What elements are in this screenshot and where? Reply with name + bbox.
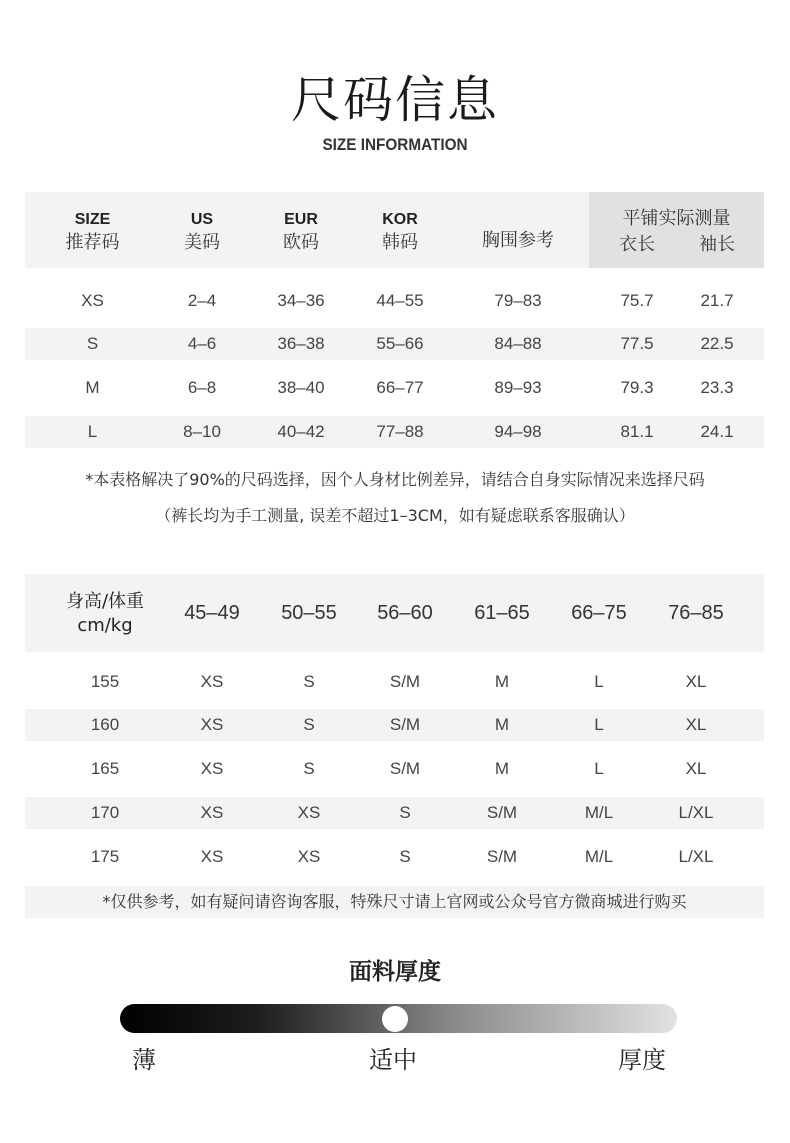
- table-cell: M/L: [584, 803, 614, 822]
- table-cell: 40–42: [277, 422, 325, 441]
- table-cell: 160: [90, 715, 120, 734]
- table-cell: 8–10: [183, 422, 221, 441]
- size-table: [25, 192, 764, 441]
- col-header-zh: 推荐码: [65, 232, 120, 253]
- table-cell: 44–55: [376, 291, 424, 310]
- measure-group-title: 平铺实际测量: [622, 208, 731, 229]
- table-cell: 89–93: [494, 378, 542, 397]
- col-header-zh: 韩码: [382, 232, 418, 253]
- table-cell: L: [87, 422, 98, 441]
- recommend-table-header: [25, 574, 764, 652]
- table-cell: S/M: [486, 847, 518, 866]
- table-cell: L: [594, 715, 604, 734]
- col-header-en: EUR: [284, 211, 318, 228]
- table-cell: 94–98: [494, 422, 542, 441]
- table-cell: 84–88: [494, 334, 542, 353]
- col-header-zh: 胸围参考: [482, 230, 554, 251]
- table-cell: 22.5: [700, 334, 734, 353]
- table-row: [25, 797, 764, 829]
- table-row: [25, 841, 764, 873]
- row-header-line1: 身高/体重: [65, 591, 145, 612]
- table-cell: 55–66: [376, 334, 424, 353]
- col-header-bust: [463, 228, 573, 254]
- table-cell: XS: [200, 847, 224, 866]
- table-cell: 77.5: [620, 334, 654, 353]
- page-subtitle: SIZE INFORMATION: [322, 135, 468, 154]
- table-cell: 75.7: [620, 291, 654, 310]
- measure-sub-sleeve: 袖长: [699, 234, 735, 255]
- table-row: [25, 285, 764, 317]
- table-cell: XL: [685, 672, 707, 691]
- weight-header: 56–60: [377, 602, 433, 624]
- table-cell: S/M: [389, 672, 421, 691]
- table-cell: 24.1: [700, 422, 734, 441]
- table-cell: 6–8: [187, 378, 217, 397]
- table-cell: 175: [90, 847, 120, 866]
- table-cell: S: [303, 715, 315, 734]
- table-cell: 77–88: [376, 422, 424, 441]
- page-title: 尺码信息: [291, 71, 499, 129]
- measure-sub-length: 衣长: [619, 234, 655, 255]
- row-header-line2: cm/kg: [77, 615, 133, 636]
- table-row: [25, 328, 764, 360]
- weight-header: 66–75: [571, 602, 627, 624]
- table-cell: L/XL: [678, 847, 714, 866]
- thickness-level-thick: 厚度: [618, 1046, 666, 1074]
- table-row: [25, 709, 764, 741]
- weight-header: 76–85: [668, 602, 724, 624]
- table-cell: XS: [200, 672, 224, 691]
- thickness-indicator-knob: [382, 1006, 408, 1032]
- col-header-eur: [261, 210, 341, 256]
- col-header-en: SIZE: [74, 211, 111, 228]
- recommend-table: [25, 574, 764, 866]
- col-header-size: [40, 210, 145, 256]
- table-cell: M: [494, 672, 510, 691]
- col-header-us: [162, 210, 242, 256]
- table-cell: S: [86, 334, 99, 353]
- table-cell: XS: [200, 715, 224, 734]
- col-header-en: KOR: [382, 211, 418, 228]
- thickness-level-medium: 适中: [369, 1046, 417, 1074]
- table-cell: S: [399, 847, 411, 866]
- table-cell: XL: [685, 715, 707, 734]
- size-table-header: [25, 192, 764, 268]
- table-cell: XS: [200, 759, 224, 778]
- table-cell: 34–36: [277, 291, 325, 310]
- table-cell: S/M: [389, 715, 421, 734]
- table-cell: XS: [297, 803, 321, 822]
- table-cell: 2–4: [187, 291, 217, 310]
- thickness-level-thin: 薄: [132, 1046, 156, 1074]
- table-cell: L/XL: [678, 803, 714, 822]
- table-cell: L: [594, 759, 604, 778]
- table-cell: M: [494, 759, 510, 778]
- table-cell: 38–40: [277, 378, 325, 397]
- table-cell: 23.3: [700, 378, 734, 397]
- table-row: [25, 372, 764, 404]
- weight-header: 61–65: [474, 602, 530, 624]
- weight-header: 50–55: [281, 602, 337, 624]
- table-cell: 66–77: [376, 378, 424, 397]
- weight-header: 45–49: [184, 602, 240, 624]
- col-header-zh: 美码: [184, 232, 220, 253]
- col-header-en: US: [190, 211, 214, 228]
- col-header-kor: [360, 210, 440, 256]
- table-cell: S/M: [486, 803, 518, 822]
- table-cell: 21.7: [700, 291, 734, 310]
- size-table-note: *本表格解决了90%的尺码选择，因个人身材比例差异，请结合自身实际情况来选择尺码: [85, 470, 705, 489]
- table-cell: M/L: [584, 847, 614, 866]
- table-cell: S: [399, 803, 411, 822]
- table-cell: 79–83: [494, 291, 542, 310]
- table-cell: XS: [81, 291, 104, 310]
- row-header-label: [50, 590, 160, 638]
- table-cell: 170: [90, 803, 120, 822]
- table-cell: M: [494, 715, 510, 734]
- table-cell: L: [594, 672, 604, 691]
- col-header-zh: 欧码: [283, 232, 319, 253]
- table-cell: S/M: [389, 759, 421, 778]
- table-cell: XS: [297, 847, 321, 866]
- table-cell: 155: [90, 672, 120, 691]
- table-cell: 36–38: [277, 334, 325, 353]
- table-cell: 4–6: [187, 334, 217, 353]
- table-cell: S: [303, 759, 315, 778]
- table-cell: M: [85, 378, 100, 397]
- fabric-thickness-title: 面料厚度: [349, 959, 441, 985]
- table-cell: 81.1: [620, 422, 654, 441]
- recommend-table-note: *仅供参考，如有疑问请咨询客服，特殊尺寸请上官网或公众号官方微商城进行购买: [25, 886, 764, 918]
- table-cell: XL: [685, 759, 707, 778]
- table-row: [25, 753, 764, 785]
- table-row: [25, 666, 764, 698]
- table-row: [25, 416, 764, 448]
- size-table-note-secondary: （裤长均为手工测量, 误差不超过1–3CM，如有疑虑联系客服确认）: [155, 506, 635, 525]
- table-cell: 79.3: [620, 378, 654, 397]
- table-cell: XS: [200, 803, 224, 822]
- table-cell: 165: [90, 759, 120, 778]
- table-cell: S: [303, 672, 315, 691]
